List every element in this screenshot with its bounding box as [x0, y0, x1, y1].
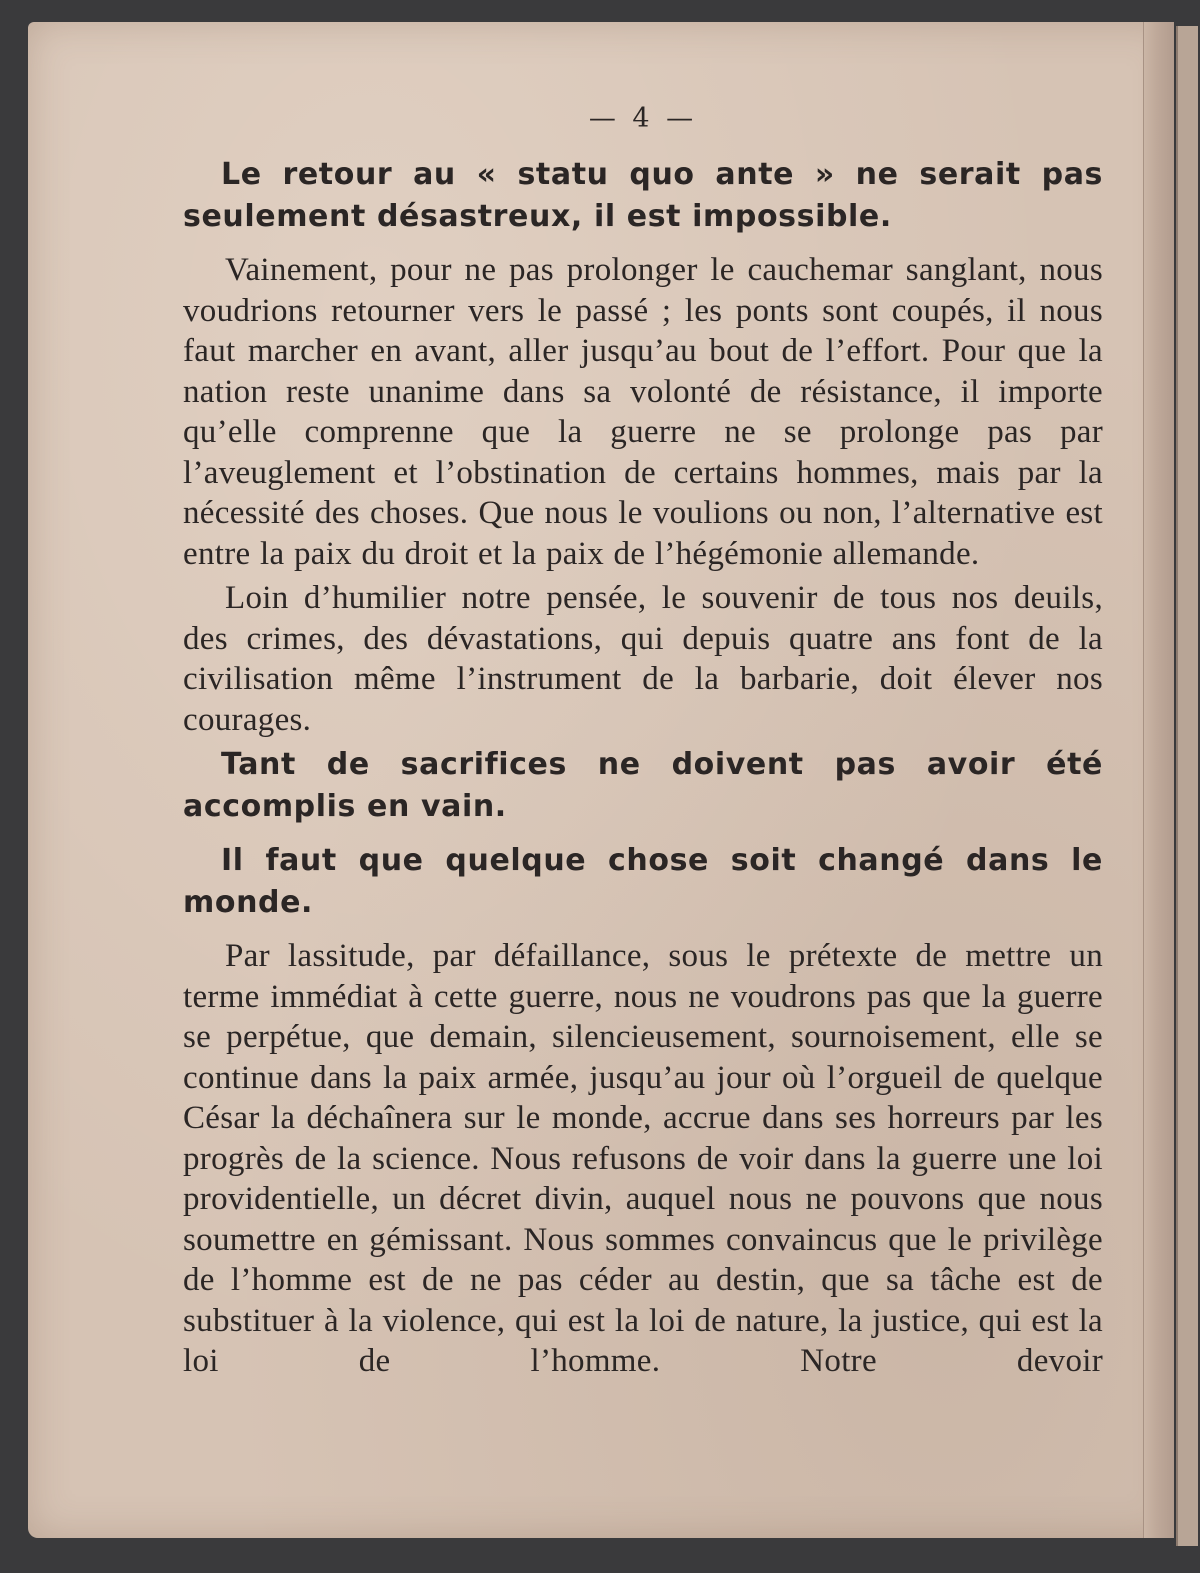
paragraph-par-lassitude: Par lassitude, par défaillance, sous le prétexte de mettre un terme immédiat à cette guerre, nous ne voudrons pas que la guerre se perpétue, que demain, silencieusement, sournoisement, elle se continue dans la paix armée, jusqu’au jour où l’orgueil de quelque César la déchaînera sur le monde, accrue dans ses horreurs par les progrès de la science. Nous refusons de voir dans la guerre une loi providentielle, un décret divin, auquel nous ne pouvons que nous soumettre en gémissant. Nous sommes convaincus que le privilège de l’homme est de ne pas céder au destin, que sa tâche est de substituer à la violence, qui est la loi de nature, la justice, qui est la loi de l’homme. Notre devoir [183, 938, 1103, 1379]
page-text-block [183, 102, 1103, 1386]
page-binding-edge [1143, 22, 1174, 1538]
heading-statu-quo: Le retour au « statu quo ante » ne serait pas seulement désastreux, il est impossible. [183, 157, 1103, 234]
paragraph-loin-d-humilier: Loin d’humilier notre pensée, le souvenir de tous nos deuils, des crimes, des dévastations, qui depuis quatre ans font de la civilisation même l’instrument de la barbarie, doit élever nos courages. [183, 580, 1103, 738]
heading-quelque-chose: Il faut que quelque chose soit changé dans le monde. [183, 843, 1103, 920]
back-cover-edge [1176, 26, 1198, 1546]
paragraph-vainement: Vainement, pour ne pas prolonger le cauchemar sanglant, nous voudrions retourner vers le passé ; les ponts sont coupés, il nous faut marcher en avant, aller jusqu’au bout de l’effort. Pour que la nation reste unanime dans sa volonté de résistance, il importe qu’elle comprenne que la guerre ne se prolonge pas par l’aveuglement et l’obstination de certains hommes, mais par la nécessité des choses. Que nous le voulions ou non, l’alternative est entre la paix du droit et la paix de l’hégémonie allemande. [183, 252, 1103, 572]
document-page [28, 22, 1174, 1538]
page-number: — 4 — [588, 103, 698, 134]
heading-sacrifices: Tant de sacrifices ne doivent pas avoir été accomplis en vain. [183, 747, 1103, 824]
